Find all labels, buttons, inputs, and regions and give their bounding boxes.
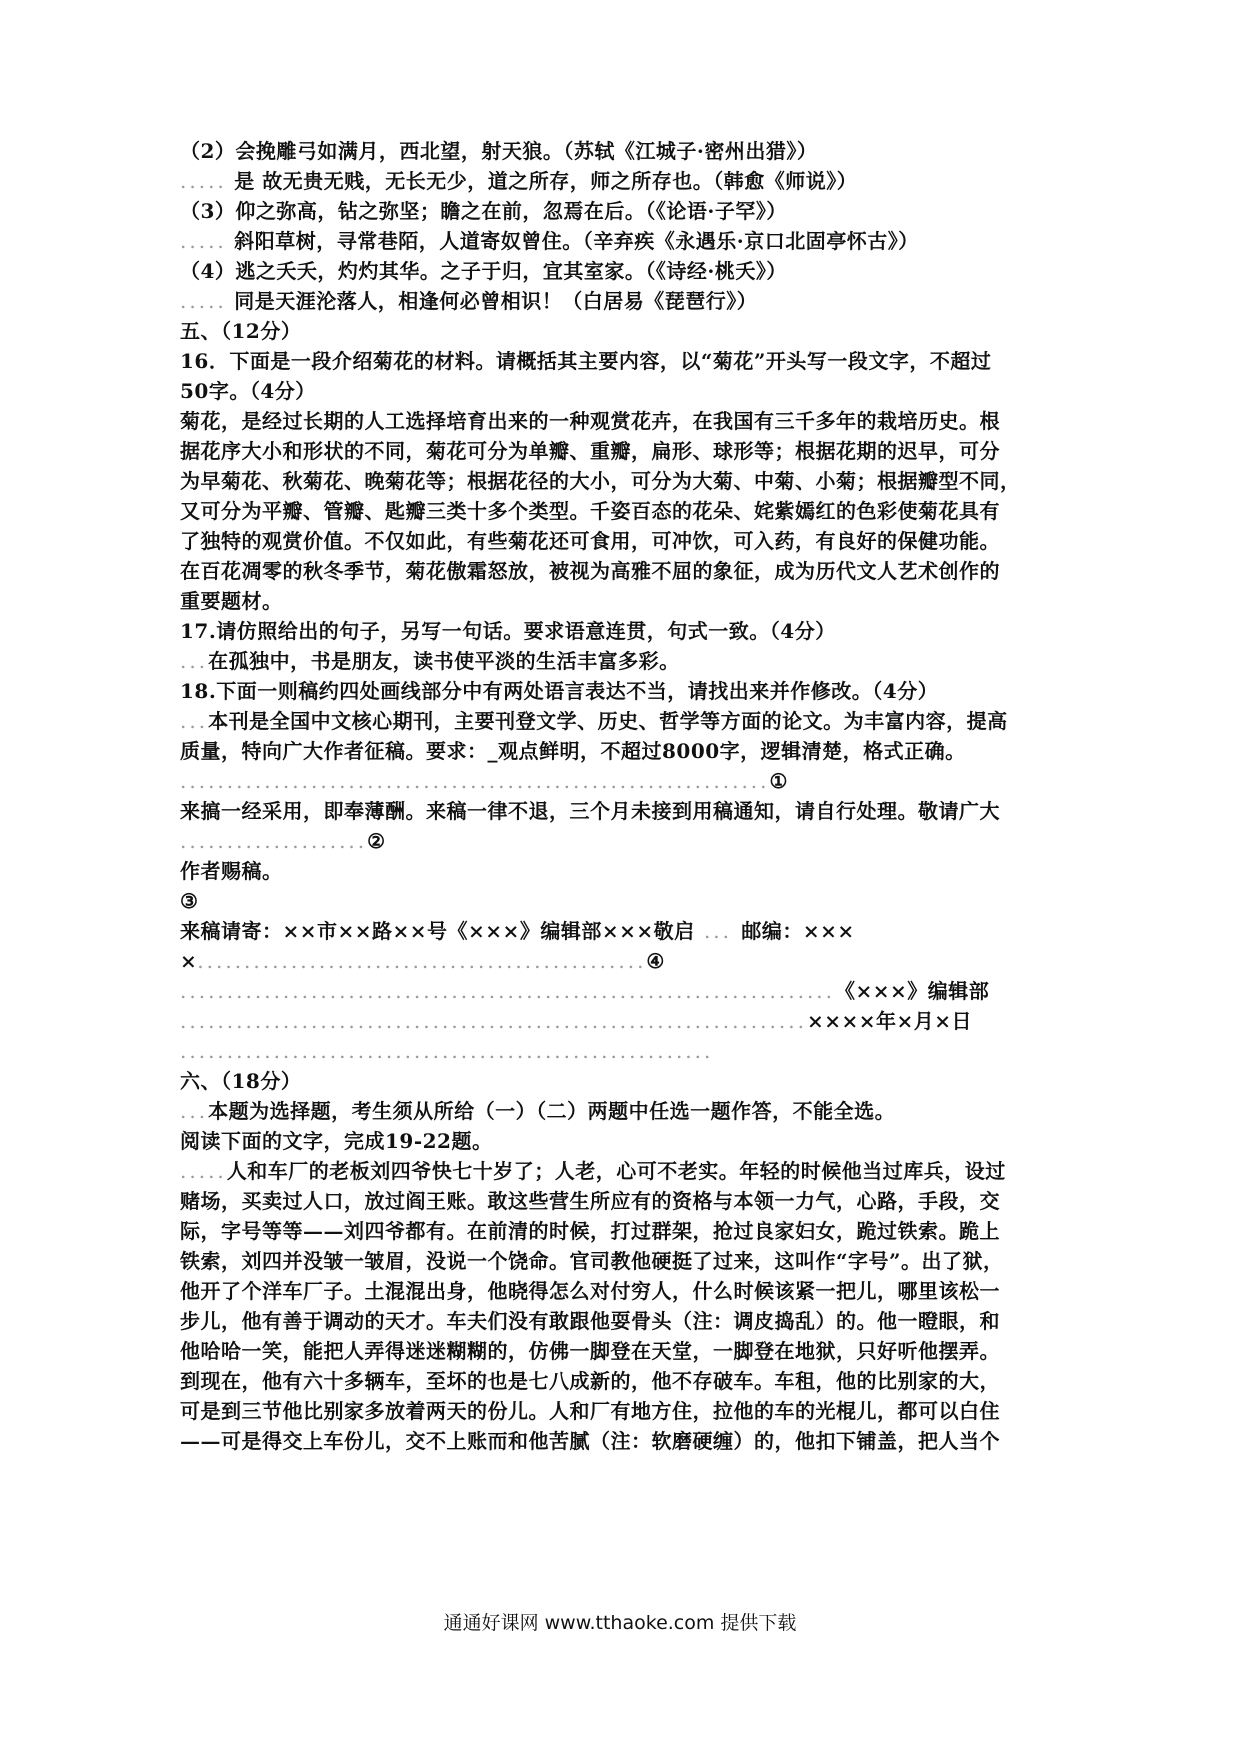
section-5-heading: 五、（12分） — [180, 319, 302, 343]
section-6-heading: 六、（18分） — [180, 1069, 302, 1093]
notice-text-2: 质量，特向广大作者征稿。要求：_观点鲜明，不超过8000字，逻辑清楚，格式正确。 — [180, 739, 966, 763]
question-18: 18.下面一则稿约四处画线部分中有两处语言表达不当，请找出来并作修改。（4分） — [180, 679, 939, 703]
chrysanthemum-text-1: 菊花，是经过长期的人工选择培育出来的一种观赏花卉，在我国有三千多年的栽培历史。根 — [180, 409, 1000, 433]
chrysanthemum-text-6: 在百花凋零的秋冬季节，菊花傲霜怒放，被视为高雅不屈的象征，成为历代文人艺术创作的 — [180, 559, 1000, 583]
poem-line-2-answer: ..... 是 故无贵无贱，无长无少，道之所存，师之所存也。（韩愈《师说》） — [180, 169, 858, 193]
question-17: 17.请仿照给出的句子，另写一句话。要求语意连贯，句式一致。（4分） — [180, 619, 836, 643]
passage-line-6: 步儿，他有善于调动的天才。车夫们没有敢跟他耍骨头（注：调皮捣乱）的。他一瞪眼，和 — [180, 1309, 1000, 1333]
marker-2-line: ....................② — [180, 829, 386, 853]
notice-date: ...................................................................××××年×月×日 — [180, 1009, 972, 1033]
notice-signature: ......................................................................《×××》编辑部 — [180, 979, 990, 1003]
passage-line-7: 他哈哈一笑，能把人弄得迷迷糊糊的，仿佛一脚登在天堂，一脚登在地狱，只好听他摆弄。 — [180, 1339, 1000, 1363]
section-6-instruction: ...本题为选择题，考生须从所给（一）（二）两题中任选一题作答，不能全选。 — [180, 1099, 896, 1123]
passage-line-4: 铁索，刘四并没皱一皱眉，没说一个饶命。官司教他硬挺了过来，这叫作“字号”。出了狱， — [180, 1249, 1004, 1273]
page-footer: 通通好课网 www.tthaoke.com 提供下载 — [443, 1612, 797, 1634]
question-17-example: ...在孤独中，书是朋友，读书使平淡的生活丰富多彩。 — [180, 649, 680, 673]
notice-address: 来稿请寄：××市××路××号《×××》编辑部×××敬启 ... 邮编：××× — [180, 919, 855, 943]
chrysanthemum-text-3: 为早菊花、秋菊花、晚菊花等；根据花径的大小，可分为大菊、中菊、小菊；根据瓣型不同， — [180, 469, 1021, 493]
poem-line-2-prompt: （2）会挽雕弓如满月，西北望，射天狼。（苏轼《江城子·密州出猎》） — [180, 139, 818, 163]
notice-text-1: ...本刊是全国中文核心期刊，主要刊登文学、历史、哲学等方面的论文。为丰富内容，提高 — [180, 709, 1008, 733]
passage-line-8: 到现在，他有六十多辆车，至坏的也是七八成新的，他不存破车。车租，他的比别家的大， — [180, 1369, 1000, 1393]
passage-line-5: 他开了个洋车厂子。土混混出身，他晓得怎么对付穷人，什么时候该紧一把儿，哪里该松一 — [180, 1279, 1000, 1303]
chrysanthemum-text-5: 了独特的观赏价值。不仅如此，有些菊花还可食用，可冲饮，可入药，有良好的保健功能。 — [180, 529, 1000, 553]
marker-4-line: ×................................................④ — [180, 949, 665, 973]
poem-line-4-answer: ..... 同是天涯沦落人，相逢何必曾相识！（白居易《琵琶行》） — [180, 289, 758, 313]
question-16-line-2: 50字。（4分） — [180, 379, 316, 403]
marker-1-line: ...............................................................① — [180, 769, 788, 793]
marker-3-line: ③ — [180, 889, 199, 913]
passage-line-9: 可是到三节他比别家多放着两天的份儿。人和厂有地方住，拉他的车的光棍儿，都可以白住 — [180, 1399, 1000, 1423]
poem-line-3-answer: ..... 斜阳草树，寻常巷陌，人道寄奴曾住。（辛弃疾《永遇乐·京口北固亭怀古》） — [180, 229, 919, 253]
passage-line-2: 赌场，买卖过人口，放过阎王账。敢这些营生所应有的资格与本领一力气，心路，手段，交 — [180, 1189, 1000, 1213]
dotted-divider: ......................................................... — [180, 1039, 714, 1063]
chrysanthemum-text-4: 又可分为平瓣、管瓣、匙瓣三类十多个类型。千姿百态的花朵、姹紫嫣红的色彩使菊花具有 — [180, 499, 1000, 523]
poem-line-3-prompt: （3）仰之弥高，钻之弥坚；瞻之在前，忽焉在后。（《论语·子罕》） — [180, 199, 787, 223]
reading-instruction: 阅读下面的文字，完成19-22题。 — [180, 1129, 493, 1153]
question-16-line-1: 16．下面是一段介绍菊花的材料。请概括其主要内容，以“菊花”开头写一段文字，不超过 — [180, 349, 992, 373]
notice-text-3: 来搞一经采用，即奉薄酬。来稿一律不退，三个月未接到用稿通知，请自行处理。敬请广大 — [180, 799, 1000, 823]
passage-line-1: .....人和车厂的老板刘四爷快七十岁了；人老，心可不老实。年轻的时候他当过库兵，设过 — [180, 1159, 1006, 1183]
poem-line-4-prompt: （4）逃之夭夭，灼灼其华。之子于归，宜其室家。（《诗经·桃夭》） — [180, 259, 787, 283]
notice-text-4: 作者赐稿。 — [180, 859, 283, 883]
passage-line-10: ——可是得交上车份儿，交不上账而和他苦腻（注：软磨硬缠）的，他扣下铺盖，把人当个 — [180, 1429, 1000, 1453]
passage-line-3: 际，字号等等——刘四爷都有。在前清的时候，打过群架，抢过良家妇女，跪过铁索。跪上 — [180, 1219, 1000, 1243]
chrysanthemum-text-7: 重要题材。 — [180, 589, 283, 613]
chrysanthemum-text-2: 据花序大小和形状的不同，菊花可分为单瓣、重瓣，扁形、球形等；根据花期的迟早，可分 — [180, 439, 1000, 463]
